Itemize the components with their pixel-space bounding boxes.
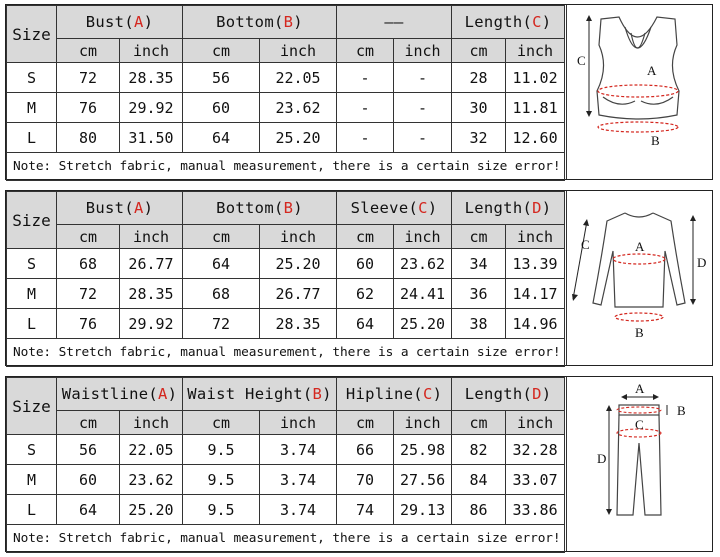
label-d: D [597, 451, 607, 466]
unit-inch: inch [120, 225, 183, 249]
group-header: Bust(A) [57, 192, 183, 225]
table-row: M 60 23.62 9.5 3.74 70 27.56 84 33.07 [7, 465, 565, 495]
label-c: C [581, 237, 590, 252]
unit-inch: inch [260, 411, 337, 435]
size-chart-leggings [5, 376, 713, 552]
unit-inch: inch [394, 225, 452, 249]
unit-cm: cm [452, 225, 506, 249]
group-header: Length(D) [452, 378, 565, 411]
table-row: L 80 31.50 64 25.20 - - 32 12.60 [7, 123, 565, 153]
table-row: M 72 28.35 68 26.77 62 24.41 36 14.17 [7, 279, 565, 309]
size-table [6, 5, 565, 181]
leggings-diagram [566, 377, 713, 551]
note-text: Note: Stretch fabric, manual measurement, there is a certain size error! [7, 153, 565, 181]
size-chart-top [5, 190, 713, 366]
unit-inch: inch [260, 225, 337, 249]
unit-cm: cm [452, 39, 506, 63]
size-header: Size [7, 378, 57, 435]
size-header: Size [7, 192, 57, 249]
group-header: Bottom(B) [183, 6, 337, 39]
label-b: B [651, 133, 660, 148]
group-header: Length(D) [452, 192, 565, 225]
unit-cm: cm [57, 225, 120, 249]
unit-inch: inch [394, 411, 452, 435]
table-row: S 68 26.77 64 25.20 60 23.62 34 13.39 [7, 249, 565, 279]
unit-inch: inch [506, 39, 565, 63]
table-row: L 76 29.92 72 28.35 64 25.20 38 14.96 [7, 309, 565, 339]
note-text: Note: Stretch fabric, manual measurement, there is a certain size error! [7, 339, 565, 367]
label-c: C [577, 53, 586, 68]
size-table [6, 377, 565, 553]
size-chart-bra [5, 4, 713, 180]
label-d: D [697, 255, 707, 270]
group-header: Bottom(B) [183, 192, 337, 225]
group-header: Sleeve(C) [337, 192, 452, 225]
label-a: A [647, 63, 657, 78]
table-row: L 64 25.20 9.5 3.74 74 29.13 86 33.86 [7, 495, 565, 525]
unit-inch: inch [120, 39, 183, 63]
unit-inch: inch [120, 411, 183, 435]
table-row: S 56 22.05 9.5 3.74 66 25.98 82 32.28 [7, 435, 565, 465]
group-header: Hipline(C) [337, 378, 452, 411]
unit-cm: cm [337, 39, 394, 63]
group-header: Length(C) [452, 6, 565, 39]
label-a: A [635, 239, 645, 254]
group-header: Waistline(A) [57, 378, 183, 411]
unit-inch: inch [260, 39, 337, 63]
unit-cm: cm [183, 225, 260, 249]
unit-cm: cm [57, 39, 120, 63]
unit-cm: cm [183, 411, 260, 435]
unit-cm: cm [337, 225, 394, 249]
label-a: A [635, 381, 645, 396]
group-header: Waist Height(B) [183, 378, 337, 411]
label-c: C [635, 417, 644, 432]
unit-inch: inch [506, 411, 565, 435]
top-diagram [566, 191, 713, 365]
unit-inch: inch [394, 39, 452, 63]
table-row: S 72 28.35 56 22.05 - - 28 11.02 [7, 63, 565, 93]
table-row: M 76 29.92 60 23.62 - - 30 11.81 [7, 93, 565, 123]
label-b: B [677, 403, 686, 418]
group-header: —— [337, 6, 452, 39]
unit-cm: cm [183, 39, 260, 63]
size-header: Size [7, 6, 57, 63]
unit-cm: cm [337, 411, 394, 435]
size-table [6, 191, 565, 367]
group-header: Bust(A) [57, 6, 183, 39]
unit-cm: cm [57, 411, 120, 435]
label-b: B [635, 325, 644, 340]
note-text: Note: Stretch fabric, manual measurement, there is a certain size error! [7, 525, 565, 553]
bra-diagram [566, 5, 713, 179]
unit-inch: inch [506, 225, 565, 249]
unit-cm: cm [452, 411, 506, 435]
